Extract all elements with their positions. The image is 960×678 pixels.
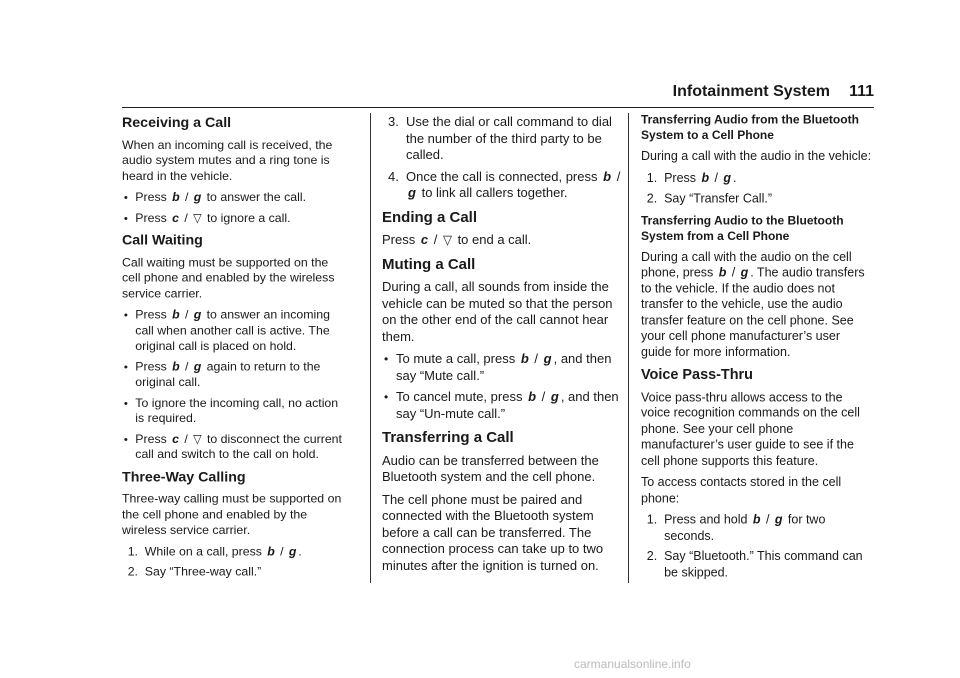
voice-icon: g	[193, 358, 202, 374]
paragraph: When an incoming call is received, the audio system mutes and a ring tone is heard in the vehicle.	[122, 136, 333, 183]
text: to disconnect the current call and switch to the call on hold.	[135, 430, 342, 461]
hang-up-icon: c	[420, 232, 429, 247]
text: Say “Transfer Call.”	[664, 190, 773, 206]
list-item	[122, 190, 350, 206]
slash: /	[711, 170, 722, 185]
text: Once the call is connected, press	[406, 168, 598, 184]
slash: /	[180, 430, 192, 446]
step-number: 1.	[127, 543, 138, 559]
subheading-transfer-to-bluetooth: Transferring Audio to the Bluetooth System from a Cell Phone	[641, 213, 844, 243]
step-number: 1.	[646, 170, 658, 185]
voice-icon: g	[740, 264, 749, 280]
phone-icon: b	[528, 389, 537, 404]
phone-icon: b	[172, 189, 180, 204]
numbered-list	[641, 170, 872, 207]
step-number: 4.	[388, 168, 399, 184]
numbered-list	[641, 512, 872, 580]
watermark: carmanualsonline.info	[574, 657, 691, 671]
voice-icon: g	[408, 185, 416, 200]
numbered-list	[382, 114, 622, 202]
heading-voice-pass-thru: Voice Pass-Thru	[641, 366, 753, 384]
list-item	[122, 431, 350, 462]
text: , and then say “Un-mute call.”	[396, 389, 619, 421]
numbered-list	[122, 544, 350, 580]
slash: /	[181, 307, 192, 322]
voice-icon: g	[550, 389, 559, 404]
section-title: Infotainment System	[672, 83, 830, 100]
text: .	[732, 170, 737, 185]
column-2	[382, 108, 622, 580]
paragraph: To access contacts stored in the cell phone:	[641, 474, 842, 505]
paragraph: Three-way calling must be supported on the cell phone and enabled by the wireless service carrier.	[122, 491, 342, 537]
text: During a call with the audio on the cell phone, press	[641, 248, 852, 280]
slash: /	[530, 351, 542, 366]
paragraph: Audio can be transferred between the Bluetooth system and the cell phone.	[382, 452, 599, 484]
list-item	[382, 351, 622, 384]
voice-icon: g	[288, 543, 297, 559]
page-number: 111	[849, 83, 874, 100]
slash: /	[181, 358, 192, 374]
list-item	[122, 544, 350, 560]
bullet-list	[122, 190, 350, 226]
step-number: 2.	[646, 548, 658, 563]
hang-up-icon: c	[172, 209, 179, 225]
text: Press	[135, 189, 167, 204]
text: .	[298, 543, 302, 559]
text: While on a call, press	[144, 543, 262, 559]
list-item	[122, 359, 350, 390]
list-item	[122, 564, 350, 580]
mute-icon: ▽	[193, 430, 202, 446]
column-divider-2	[628, 113, 629, 583]
phone-icon: b	[520, 351, 529, 366]
bullet-list	[122, 307, 350, 462]
paragraph: The cell phone must be paired and connected with the Bluetooth system before a call can be transferred. The connection process can take up to two minutes after the ignition is turned on.	[382, 491, 604, 573]
text: to answer the call.	[206, 189, 307, 204]
phone-icon: b	[701, 170, 710, 185]
text: Press	[135, 209, 167, 225]
step-number: 2.	[646, 190, 658, 206]
list-item	[641, 170, 872, 186]
slash: /	[613, 168, 621, 184]
text: Press	[135, 358, 167, 374]
step-number: 3.	[388, 114, 399, 129]
slash: /	[180, 209, 192, 225]
phone-icon: b	[752, 511, 761, 527]
list-item	[641, 191, 872, 207]
paragraph: Voice pass-thru allows access to the voice recognition commands on the cell phone. See your cell phone manufacturer’s user guide to see if the cell phone supports this feature.	[641, 389, 860, 468]
slash: /	[538, 389, 549, 404]
text: again to return to the original call.	[135, 358, 321, 389]
phone-icon: b	[172, 358, 180, 374]
heading-three-way-calling: Three-Way Calling	[122, 468, 246, 485]
text: Say “Three-way call.”	[144, 564, 262, 579]
text: To cancel mute, press	[396, 389, 523, 404]
slash: /	[762, 511, 773, 527]
heading-ending-a-call: Ending a Call	[382, 208, 478, 226]
slash: /	[430, 232, 441, 247]
page-header	[122, 83, 874, 107]
subheading-transfer-to-phone: Transferring Audio from the Bluetooth System to a Cell Phone	[641, 112, 859, 142]
mute-icon: ▽	[193, 209, 202, 225]
voice-icon: g	[723, 170, 732, 185]
column-1	[122, 108, 350, 586]
bullet-list	[382, 351, 622, 422]
voice-icon: g	[543, 351, 552, 366]
step-number: 1.	[646, 511, 658, 527]
text: to answer an incoming call when another call is active. The original call is placed on hold.	[135, 307, 330, 353]
list-item	[122, 210, 350, 226]
heading-muting-a-call: Muting a Call	[382, 255, 476, 273]
voice-icon: g	[774, 511, 783, 527]
phone-icon: b	[172, 307, 180, 322]
text: to ignore a call.	[206, 209, 291, 225]
voice-icon: g	[193, 307, 202, 322]
text: for two seconds.	[664, 511, 826, 543]
list-item: • To ignore the incoming call, no action is required.	[122, 395, 350, 426]
list-item	[382, 114, 622, 164]
text: Press	[382, 232, 416, 247]
heading-call-waiting: Call Waiting	[122, 232, 203, 249]
slash: /	[181, 189, 192, 204]
phone-icon: b	[267, 543, 275, 559]
list-item	[382, 389, 622, 422]
column-3	[641, 108, 872, 586]
text: Press	[664, 170, 697, 185]
paragraph	[382, 232, 622, 249]
paragraph	[641, 249, 872, 360]
paragraph: During a call, all sounds from inside the vehicle can be muted so that the person on the other end of the call cannot hear them.	[382, 279, 613, 344]
text: to link all callers together.	[421, 185, 568, 200]
text: Say “Bluetooth.” This command can be skipped.	[664, 548, 863, 579]
list-item	[641, 512, 872, 544]
heading-transferring-a-call: Transferring a Call	[382, 429, 514, 446]
list-item	[641, 548, 872, 580]
mute-icon: ▽	[442, 232, 452, 247]
text: Press	[135, 430, 167, 446]
phone-icon: b	[603, 168, 612, 184]
step-number: 2.	[127, 564, 138, 579]
text: Use the dial or call command to dial the number of the third party to be called.	[406, 114, 612, 162]
heading-receiving-a-call: Receiving a Call	[122, 114, 232, 131]
slash: /	[728, 264, 739, 280]
list-item	[382, 169, 622, 202]
text: to end a call.	[457, 232, 532, 247]
paragraph: During a call with the audio in the vehicle:	[641, 148, 872, 163]
column-divider-1	[370, 113, 371, 583]
text: . The audio transfers to the vehicle. If the audio does not transfer to the vehicle, use the audio transfer feature on the cell phone. See your cell phone manufacturer’s user guide for more information.	[641, 264, 865, 359]
text: To mute a call, press	[396, 351, 516, 366]
text: , and then say “Mute call.”	[396, 351, 612, 383]
paragraph: Call waiting must be supported on the cell phone and enabled by the wireless service carrier.	[122, 254, 335, 301]
phone-icon: b	[718, 264, 727, 280]
hang-up-icon: c	[172, 430, 179, 446]
slash: /	[276, 543, 288, 559]
text: Press	[135, 307, 167, 322]
voice-icon: g	[193, 189, 202, 204]
list-item	[122, 307, 350, 354]
text: Press and hold	[664, 511, 748, 527]
